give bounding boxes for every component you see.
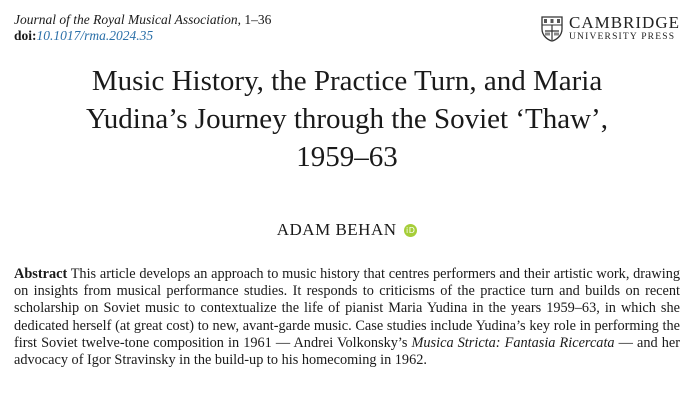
abstract-text-part1: This article develops an approach to music history that centres performers and their artistic work, drawing on insights from musical performance studies. It responds to criticisms of the practice turn and builds on recent scholarship on Soviet music to contextualize the life of pianist Maria Yudina in the years 1959–63, in which she dedicated herself (at great cost) to new, avant-garde music. Case studies include Yudina’s key role in performing the first Soviet twelve-tone composition in 1961 — Andrei Volkonsky’s bbox=[14, 266, 680, 351]
doi-prefix: doi: bbox=[14, 28, 37, 43]
doi-link[interactable]: 10.1017/rma.2024.35 bbox=[36, 28, 154, 43]
publisher-text bbox=[569, 14, 680, 43]
title-line-3: 1959–63 bbox=[296, 141, 398, 173]
abstract-label: Abstract bbox=[14, 266, 68, 282]
journal-header bbox=[14, 12, 271, 44]
title-line-1: Music History, the Practice Turn, and Maria bbox=[91, 65, 603, 97]
doi-line bbox=[14, 28, 271, 44]
orcid-icon[interactable]: iD bbox=[406, 226, 416, 235]
publisher-logo bbox=[541, 14, 680, 43]
publisher-name: CAMBRIDGE bbox=[568, 13, 680, 32]
abstract-text-part2: — and her advocacy of Igor Stravinsky in the build-up to his homecoming in 1962. bbox=[14, 334, 680, 369]
journal-citation-line bbox=[14, 12, 271, 28]
cambridge-crest-icon bbox=[541, 16, 563, 42]
author-line bbox=[0, 220, 694, 240]
article-title bbox=[20, 62, 674, 176]
publisher-subtitle: UNIVERSITY PRESS bbox=[568, 32, 676, 42]
journal-title: Journal of the Royal Musical Association bbox=[14, 12, 238, 27]
journal-pages: , 1–36 bbox=[237, 12, 272, 27]
abstract bbox=[14, 266, 680, 369]
title-line-2: Yudina’s Journey through the Soviet ‘Thaw’, bbox=[86, 103, 608, 135]
abstract-work-title: Musica Stricta: Fantasia Ricercata bbox=[411, 334, 615, 351]
author-name[interactable]: ADAM BEHAN bbox=[276, 220, 397, 239]
